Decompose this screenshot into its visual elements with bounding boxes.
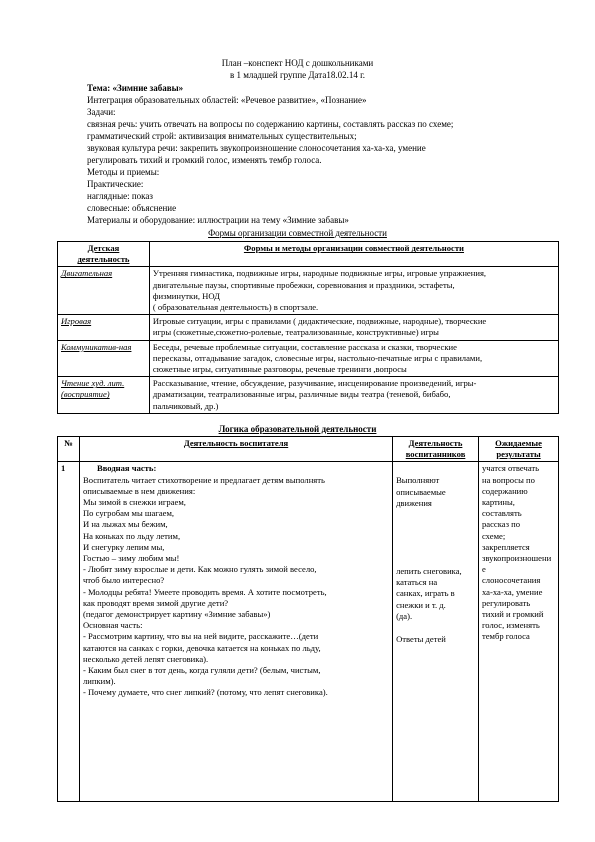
- children-line: кататься на: [396, 577, 438, 588]
- methods-line: физминутки, НОД: [152, 290, 220, 301]
- intro-line: грамматический строй: активизация внимательных существительных;: [87, 131, 357, 141]
- results-line: голос, изменять: [481, 620, 540, 631]
- results-line: звукопроизношени: [481, 553, 552, 564]
- teacher-line: Мы зимой в снежки играем,: [82, 497, 186, 508]
- results-line: регулировать: [481, 597, 531, 608]
- children-line: (да).: [396, 610, 413, 621]
- results-line: учатся отвечать: [481, 463, 540, 474]
- children-line: снежки и т. д.: [396, 599, 446, 610]
- table-row: [58, 340, 559, 377]
- methods-line: двигательные паузы, спортивные пробежки, соревнования и праздники, эстафеты,: [152, 279, 455, 290]
- methods-line: сюжетные игры, ситуативные разговоры, речевые тренинги ,вопросы: [152, 364, 407, 375]
- topic-label: Тема: «Зимние забавы»: [87, 83, 184, 93]
- intro-line: Практические:: [87, 179, 144, 189]
- results-line: составлять: [481, 508, 522, 519]
- table-row: [58, 315, 559, 340]
- logic-table: [57, 436, 559, 802]
- teacher-line: По сугробам мы шагаем,: [82, 508, 175, 519]
- forms-table: [57, 241, 559, 414]
- expected-results-cell: [478, 462, 558, 802]
- intro-line: связная речь: учить отвечать на вопросы по содержанию картины, составлять рассказ по схеме;: [87, 119, 454, 129]
- children-line: движения: [396, 497, 432, 508]
- children-line: описываемые: [396, 486, 446, 497]
- document-title-line2: в 1 младшей группе Дата18.02.14 г.: [229, 70, 366, 80]
- logic-header-results: Ожидаемые результаты: [478, 437, 558, 462]
- teacher-line: - Каким был снег в тот день, когда гуляли дети? (белым, чистым,: [82, 665, 321, 676]
- document-title-line1: План –конспект НОД с дошкольниками: [221, 58, 374, 68]
- methods-cell: [149, 267, 558, 315]
- children-line: Ответы детей: [396, 634, 446, 645]
- results-line: рассказ по: [481, 519, 521, 530]
- activity-cell: Коммуникатив-ная: [58, 340, 150, 377]
- results-line: тихий и громкий: [481, 609, 544, 620]
- children-activity-cell: [393, 462, 479, 802]
- teacher-line: (педагог демонстрирует картину «Зимние забавы»): [82, 609, 271, 620]
- methods-cell: [149, 315, 558, 340]
- section-main-label: Основная часть:: [82, 620, 143, 631]
- methods-line: Игровые ситуации, игры с правилами ( дидактические, подвижные, народные), творческие: [152, 316, 487, 327]
- teacher-line: описываемые в нем движения:: [82, 485, 196, 496]
- activity-cell: Чтение худ. лит. (восприятие): [58, 377, 150, 414]
- results-line: на вопросы по: [481, 474, 535, 485]
- methods-line: Рассказывание, чтение, обсуждение, разучивание, инсценирование произведений, игры-: [152, 378, 477, 389]
- forms-table-header-row: [58, 242, 559, 267]
- intro-line: звуковая культура речи: закрепить звукопроизношение слоносочетания ха-ха-ха, умение: [87, 143, 426, 153]
- logic-header-teacher: Деятельность воспитателя: [79, 437, 392, 462]
- teacher-line: - Почему думаете, что снег липкий? (потому, что лепят снеговика).: [82, 687, 328, 698]
- methods-line: пальчиковый, др.): [152, 400, 219, 411]
- methods-line: Утренняя гимнастика, подвижные игры, народные подвижные игры, игровые упражнения,: [152, 268, 487, 279]
- row-number: 1: [58, 462, 80, 802]
- results-line: закрепляется: [481, 541, 530, 552]
- logic-header-num: №: [58, 437, 80, 462]
- table-row: [58, 462, 559, 802]
- children-line: Выполняют: [396, 475, 440, 486]
- forms-title: Формы организации совместной деятельности: [208, 228, 387, 238]
- activity-cell: Двигательная: [58, 267, 150, 315]
- section-intro-label: Вводная часть:: [96, 463, 157, 474]
- children-line: лепить снеговика,: [396, 566, 462, 577]
- methods-line: пересказы, отгадывание загадок, словесные игры, настольно-печатные игры с правилами,: [152, 352, 483, 363]
- teacher-line: Гостью – зиму любим мы!: [82, 553, 180, 564]
- results-line: схеме;: [481, 530, 506, 541]
- methods-cell: [149, 377, 558, 414]
- methods-cell: [149, 340, 558, 377]
- intro-line: наглядные: показ: [87, 191, 153, 201]
- results-line: слоносочетания: [481, 575, 541, 586]
- teacher-line: как проводят время зимой другие дети?: [82, 597, 229, 608]
- methods-line: драматизации, театрализованные игры, различные виды театра (теневой, бибабо,: [152, 389, 451, 400]
- methods-line: Беседы, речевые проблемные ситуации, составление рассказа и сказки, творческие: [152, 341, 457, 352]
- teacher-activity-cell: [79, 462, 392, 802]
- teacher-line: На коньках по льду летим,: [82, 530, 181, 541]
- intro-line: регулировать тихий и громкий голос, изменять тембр голоса.: [87, 155, 322, 165]
- intro-line: словесные: объяснение: [87, 203, 177, 213]
- table-row: [58, 377, 559, 414]
- intro-line: Задачи:: [87, 107, 116, 117]
- teacher-line: - Рассмотрим картину, что вы на ней видите, расскажите…(дети: [82, 631, 319, 642]
- children-line: санках, играть в: [396, 588, 455, 599]
- logic-header-children: Деятельность воспитанников: [393, 437, 479, 462]
- teacher-line: несколько детей лепят снеговика).: [82, 653, 209, 664]
- logic-title: Логика образовательной деятельности: [218, 424, 377, 434]
- teacher-line: - Молодцы ребята! Умеете проводить время. А хотите посмотреть,: [82, 586, 327, 597]
- results-line: ха-ха-ха, умение: [481, 586, 543, 597]
- logic-table-header-row: [58, 437, 559, 462]
- intro-line: Материалы и оборудование: иллюстрации на тему «Зимние забавы»: [87, 215, 349, 225]
- results-line: тембр голоса: [481, 631, 530, 642]
- teacher-line: липким).: [82, 676, 116, 687]
- results-line: е: [481, 564, 486, 575]
- activity-cell: Игровая: [58, 315, 150, 340]
- teacher-line: И на лыжах мы бежим,: [82, 519, 168, 530]
- methods-line: игры (сюжетные,сюжетно-ролевые, театрализованные, конструктивные) игры: [152, 327, 439, 338]
- teacher-line: Воспитатель читает стихотворение и предлагает детям выполнять: [82, 474, 325, 485]
- teacher-line: катаются на санках с горки, девочка катается на коньках по льду,: [82, 642, 321, 653]
- results-line: картины,: [481, 497, 515, 508]
- forms-header-methods: Формы и методы организации совместной деятельности: [149, 242, 558, 267]
- results-line: содержанию: [481, 485, 528, 496]
- teacher-line: И снегурку лепим мы,: [82, 541, 165, 552]
- methods-line: ( образовательная деятельность) в спортзале.: [152, 302, 319, 313]
- intro-line: Методы и приемы:: [87, 167, 160, 177]
- table-row: [58, 267, 559, 315]
- forms-header-activity: Детская деятельность: [58, 242, 150, 267]
- teacher-line: чтоб было интересно?: [82, 575, 165, 586]
- intro-line: Интеграция образовательных областей: «Речевое развитие», «Познание»: [87, 95, 367, 105]
- teacher-line: - Любят зиму взрослые и дети. Как можно гулять зимой весело,: [82, 564, 317, 575]
